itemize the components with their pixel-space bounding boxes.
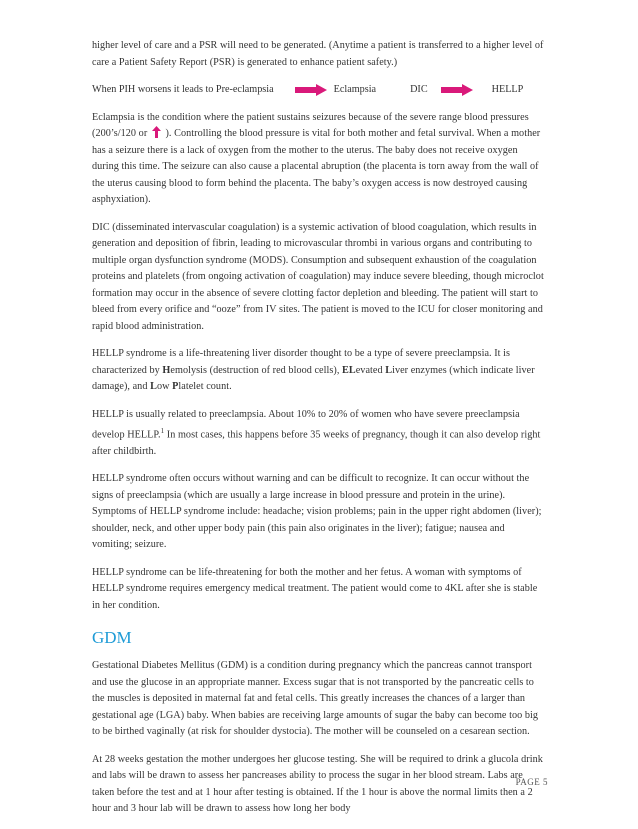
right-arrow-icon	[440, 83, 474, 97]
paragraph-gdm-definition: Gestational Diabetes Mellitus (GDM) is a condition during pregnancy which the pancreas cannot transport and use the glucose in an appropriate manner. Excess sugar that is not transported by the pancreatic cells to the muscles is deposited in maternal fat and fetal cells. This greatly increases the chances of a larger than gestational age (LGA) baby. When babies are receiving large amounts of sugar the baby can become too big to be birthed vaginally (at risk for shoulder dystocia). The mother will be counseled on a cesarean section.	[92, 660, 539, 738]
paragraph-hellp-definition: HELLP syndrome is a life-threatening liver disorder thought to be a type of severe preeclampsia. It is characterized by Hemolysis (destruction of red blood cells), ELevated Liver enzymes (which indicate liver damage), and Low Platelet count.	[92, 348, 535, 392]
paragraph-psr: higher level of care and a PSR will need to be generated. (Anytime a patient is transferred to a higher level of care a Patient Safety Report (PSR) is generated to enhance patient safety.)	[92, 40, 544, 68]
paragraph-glucose-testing: At 28 weeks gestation the mother undergoes her glucose testing. She will be required to drink a glucola drink and labs will be drawn to assess her pancreases ability to process the sugar in her blood stream. Labs are taken before the test and at 1 hour after testing is obtained. If the 1 hour is above the normal limits then a 2 hour and 3 hour lab will be drawn to assess how long her body	[92, 753, 543, 815]
progression-eclampsia: Eclampsia	[333, 84, 377, 95]
page-body	[92, 38, 546, 829]
paragraph-hellp-symptoms: HELLP syndrome often occurs without warning and can be difficult to recognize. It can occur without the signs of preeclampsia (which are usually a large increase in blood pressure and protein in the urine). Symptoms of HELLP syndrome include: headache; vision problems; pain in the upper right abdomen (liver); shoulder, neck, and other upper body pain (this pain also originates in the liver); fatigue; nausea and vomiting; seizure.	[92, 473, 542, 551]
paragraph-hellp-preeclampsia: HELLP is usually related to preeclampsia. About 10% to 20% of women who have severe preeclampsia develop HELLP.$^1$ In most cases, this happens before 35 weeks of pregnancy, though it can also develop right after childbirth.	[92, 408, 541, 457]
progression-dic: DIC	[410, 84, 428, 95]
paragraph-hellp-treatment: HELLP syndrome can be life-threatening for both the mother and her fetus. A woman with symptoms of HELLP syndrome requires emergency medical treatment. The patient would come to 4KL after she is stable in her condition.	[92, 566, 538, 611]
pih-progression	[92, 82, 546, 99]
paragraph-eclampsia: Eclampsia is the condition where the patient sustains seizures because of the severe range blood pressures (200’s/120 or ). Controlling the blood pressure is vital for both mother and fetal survival. When a mother has a seizure there is a lack of oxygen from the mother to the uterus. The baby does not receive oxygen during this time. The seizure can also cause a placental abruption (the placenta is torn away from the wall of the uterus causing blood to form behind the placenta. The baby’s oxygen access is now destroyed causing asphyxiation).	[92, 111, 541, 205]
section-heading-gdm: GDM	[92, 628, 132, 648]
page-number: PAGE 5	[515, 777, 548, 787]
progression-hellp: HELLP	[491, 84, 524, 95]
up-arrow-icon	[152, 126, 161, 138]
progression-lead: When PIH worsens it leads to Pre-eclampsia	[92, 84, 274, 95]
paragraph-dic: DIC (disseminated intervascular coagulation) is a systemic activation of blood coagulation, which results in generation and deposition of fibrin, leading to microvascular thrombi in various organs and contributing to multiple organ dysfunction syndrome (MODS). Consumption and subsequent exhaustion of the coagulation proteins and platelets (from ongoing activation of coagulation) may induce severe bleeding, though microclot formation may occur in the absence of severe clotting factor depletion and bleeding. The patient will start to bleed from every orifice and “ooze” from IV sites. The patient is moved to the ICU for closer monitoring and rapid blood administration.	[92, 221, 544, 332]
right-arrow-icon	[294, 83, 328, 97]
